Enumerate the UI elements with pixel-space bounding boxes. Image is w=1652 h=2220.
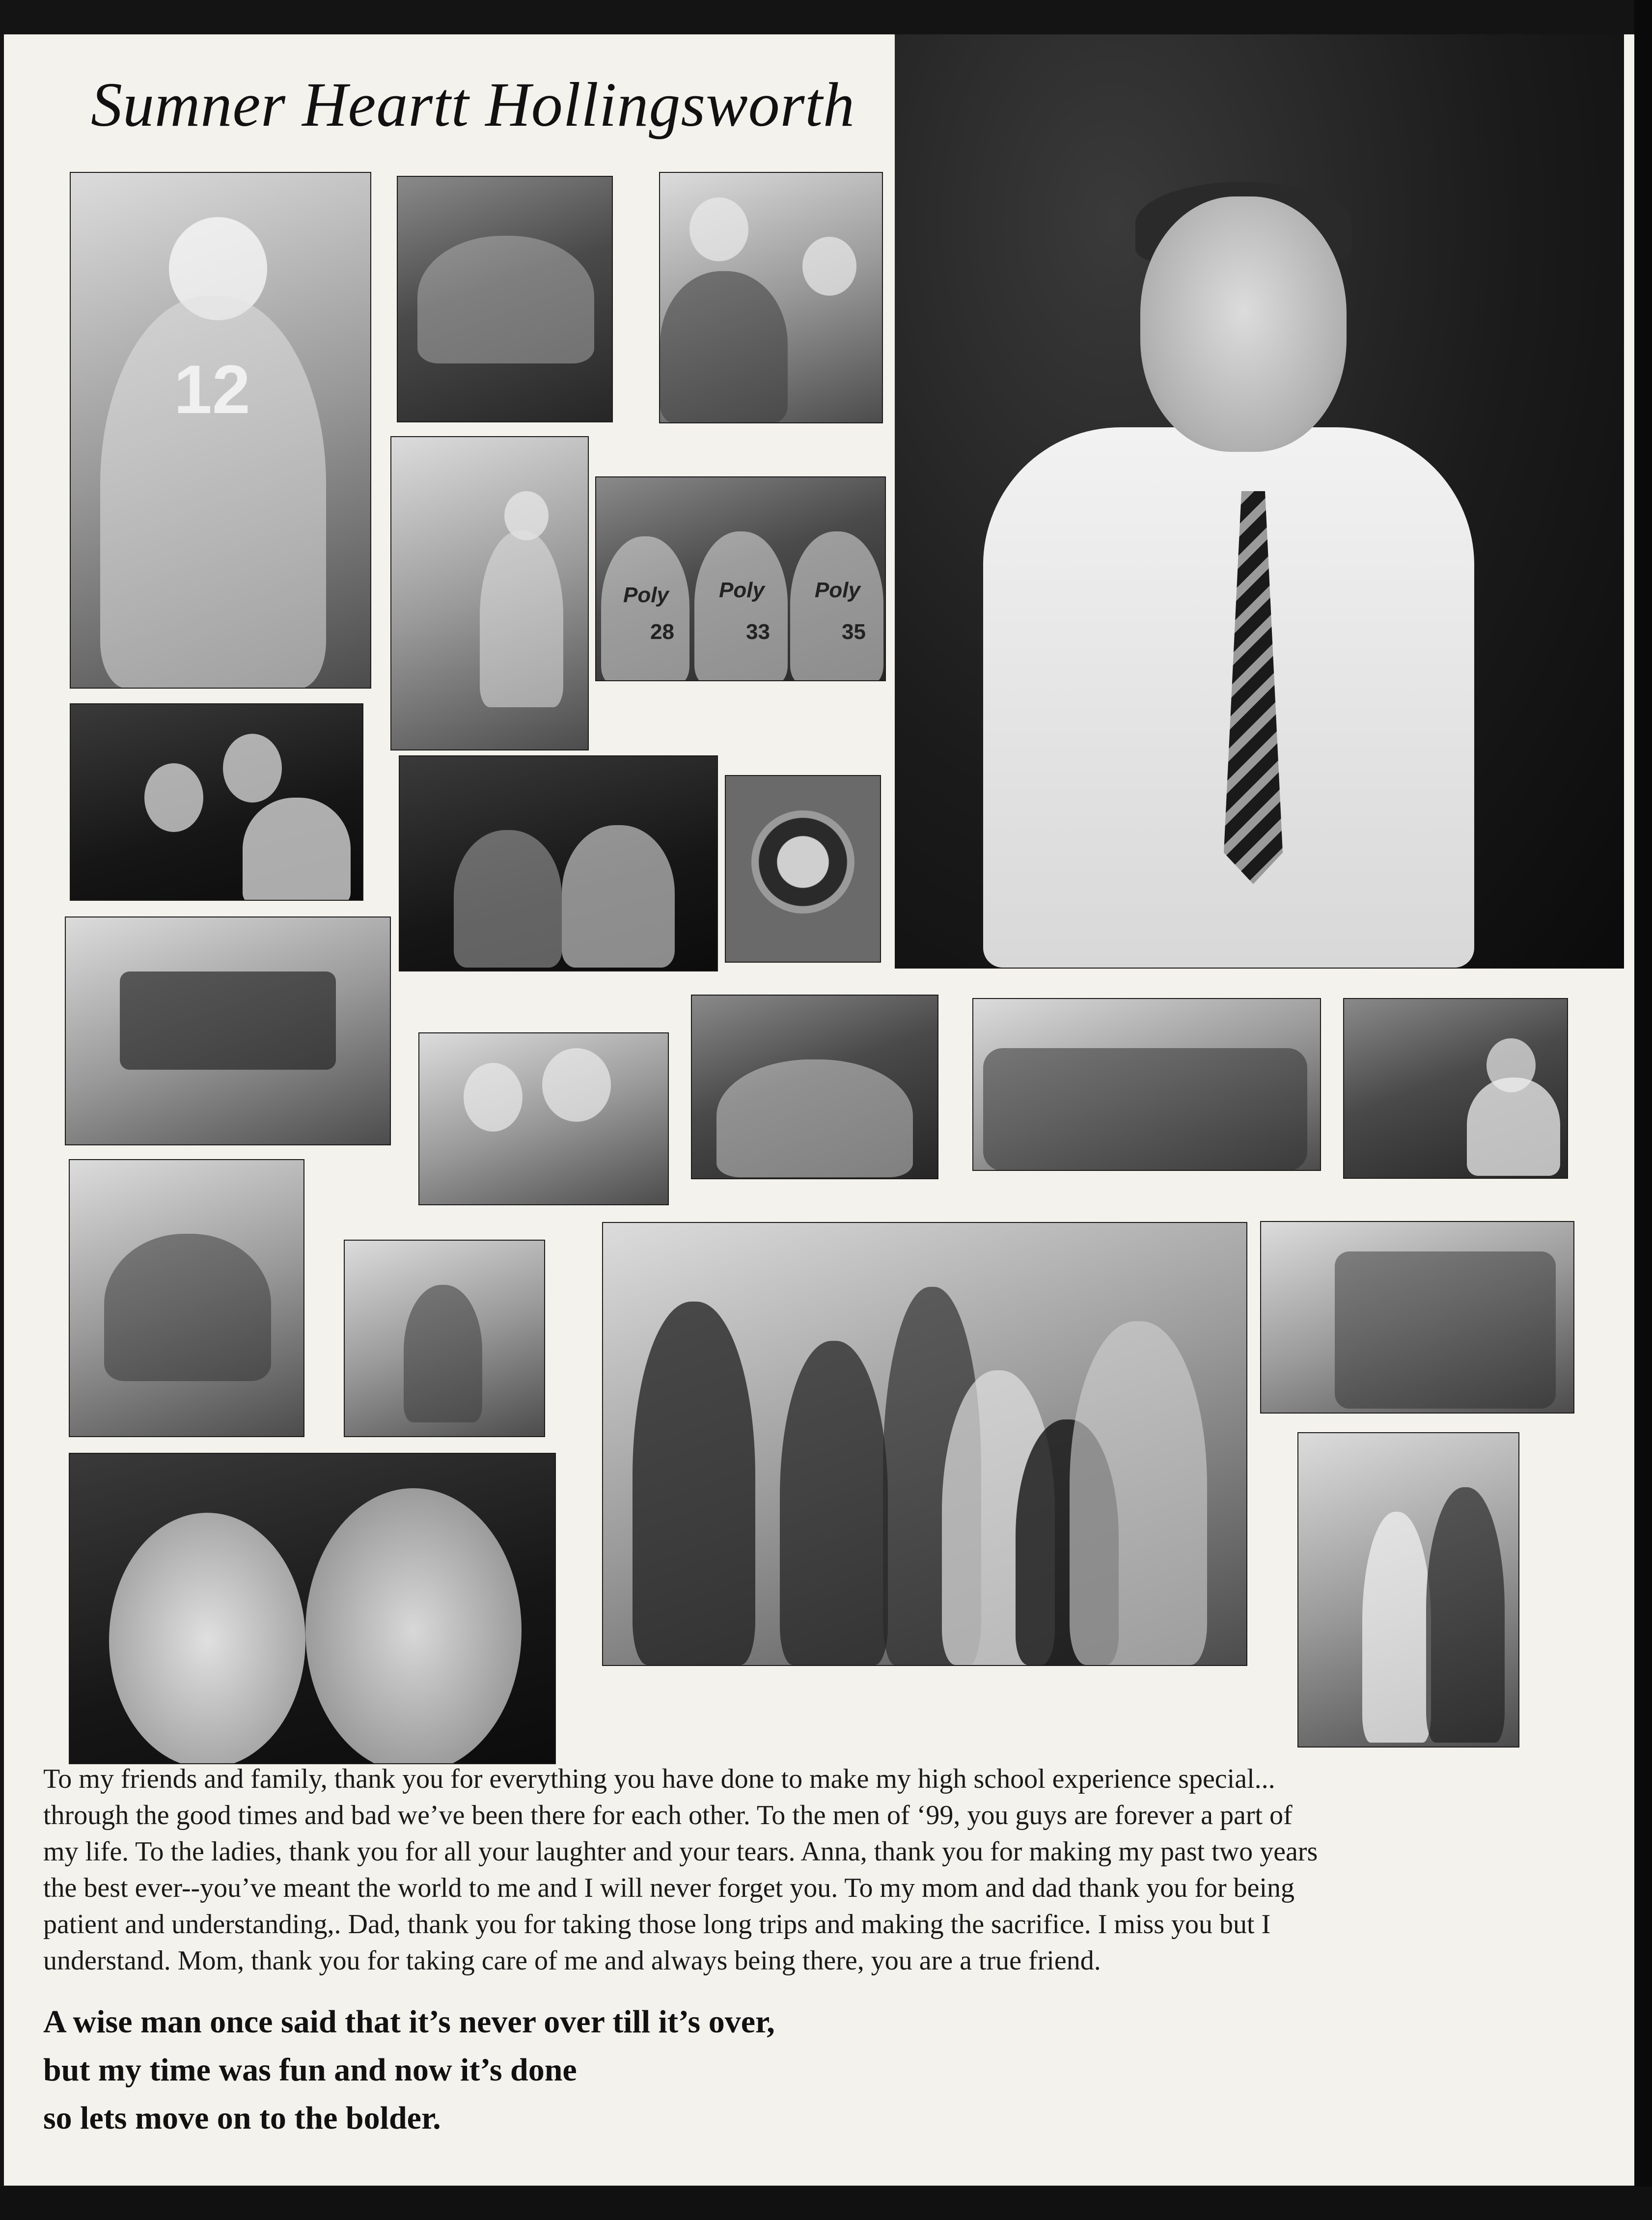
photo-friends-on-couch bbox=[399, 755, 718, 971]
photo-two-boys-outdoors bbox=[418, 1032, 669, 1205]
senior-portrait bbox=[895, 34, 1624, 969]
message-line: understand. Mom, thank you for taking care of me and always being there, you are a true friend. bbox=[43, 1945, 1101, 1976]
photo-two-girls-closeup bbox=[69, 1453, 556, 1764]
message-line: patient and understanding,. Dad, thank you for taking those long trips and making the sacrifice. I miss you but I bbox=[43, 1909, 1271, 1940]
jersey-number-2: 33 bbox=[746, 620, 770, 644]
photo-crowd-stands bbox=[397, 176, 613, 422]
message-line: To my friends and family, thank you for everything you have done to make my high school experience special... bbox=[43, 1764, 1275, 1794]
photo-baseball-field-pair bbox=[1297, 1432, 1519, 1748]
photo-dorm-room-group bbox=[1260, 1221, 1574, 1414]
page-title: Sumner Heartt Hollingsworth bbox=[91, 70, 855, 139]
photo-three-guys-on-field bbox=[69, 1159, 304, 1437]
quote-line: but my time was fun and now it’s done bbox=[43, 2052, 577, 2088]
photo-football-throw bbox=[344, 1240, 545, 1437]
photo-football-team-group bbox=[65, 916, 391, 1145]
book-spine-edge bbox=[1634, 0, 1652, 2220]
jersey-number-1: 28 bbox=[650, 620, 674, 644]
scan-bottom-edge bbox=[0, 2187, 1652, 2220]
photo-man-with-elderly-fan bbox=[659, 172, 883, 423]
photo-group-of-six-friends bbox=[972, 998, 1321, 1171]
photo-girl-sitting-on-counter bbox=[390, 436, 589, 750]
portrait-face bbox=[1140, 196, 1347, 452]
senior-message bbox=[43, 1761, 1595, 1979]
quote-line: A wise man once said that it’s never over till it’s over, bbox=[43, 2004, 775, 2040]
photo-poly-baseball-players bbox=[595, 476, 886, 681]
portrait-shirt bbox=[983, 427, 1474, 968]
photo-sun-artwork bbox=[725, 775, 881, 963]
jersey-text-1: Poly bbox=[623, 583, 669, 607]
photo-couple-formal bbox=[70, 703, 363, 901]
photo-birthday-cake bbox=[1343, 998, 1568, 1179]
jersey-number: 12 bbox=[174, 351, 250, 428]
jersey-text-3: Poly bbox=[815, 578, 860, 602]
message-line: the best ever--you’ve meant the world to me and I will never forget you. To my mom and dad thank you for being bbox=[43, 1873, 1294, 1903]
jersey-number-3: 35 bbox=[842, 620, 866, 644]
quote-line: so lets move on to the bolder. bbox=[43, 2100, 441, 2136]
photo-family-formal bbox=[602, 1222, 1247, 1666]
senior-quote bbox=[43, 1998, 775, 2142]
photo-guys-at-foosball bbox=[691, 995, 938, 1179]
message-line: through the good times and bad we’ve been there for each other. To the men of ‘99, you guys are forever a part of bbox=[43, 1800, 1293, 1831]
message-line: my life. To the ladies, thank you for all your laughter and your tears. Anna, thank you for making my past two years bbox=[43, 1836, 1318, 1867]
photo-football-player-12 bbox=[70, 172, 371, 689]
jersey-text-2: Poly bbox=[719, 578, 765, 602]
